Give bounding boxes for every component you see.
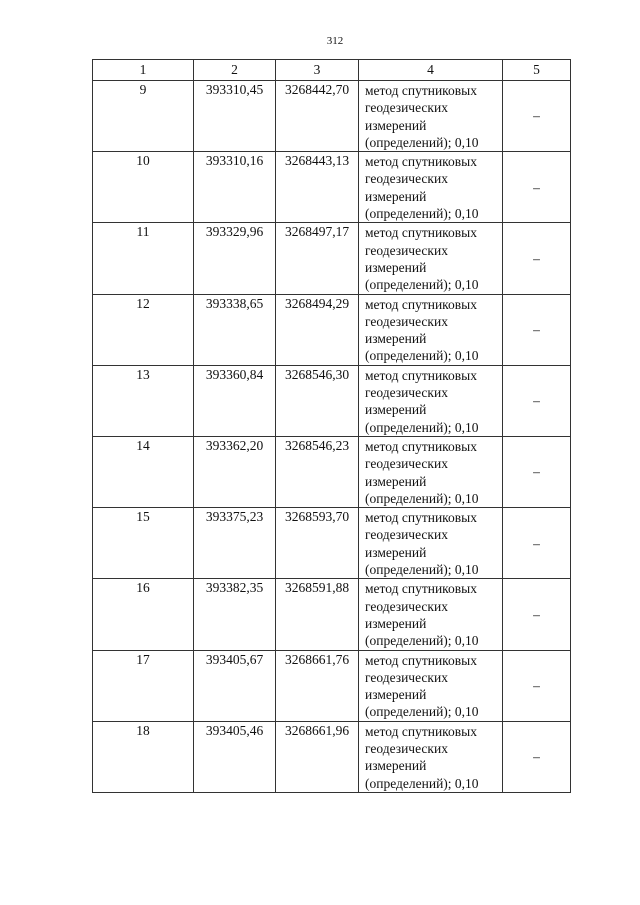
method-line: измерений	[365, 615, 427, 631]
method-line: геодезических	[365, 456, 448, 472]
table-row	[93, 223, 571, 294]
method-line: измерений	[365, 473, 427, 489]
y-coordinate-cell: 3268442,70	[276, 81, 359, 152]
table-row	[93, 436, 571, 507]
x-coordinate-cell: 393310,16	[194, 152, 276, 223]
header-cell: 5	[503, 60, 571, 81]
method-line: измерений	[365, 331, 427, 347]
point-number-cell: 13	[93, 365, 194, 436]
table-row	[93, 152, 571, 223]
method-cell	[359, 152, 503, 223]
method-line: (определений); 0,10	[365, 134, 479, 150]
method-cell	[359, 650, 503, 721]
table-row	[93, 579, 571, 650]
header-cell: 3	[276, 60, 359, 81]
note-cell: –	[503, 579, 571, 650]
method-cell	[359, 223, 503, 294]
point-number-cell: 15	[93, 508, 194, 579]
y-coordinate-cell: 3268661,96	[276, 721, 359, 792]
y-coordinate-cell: 3268497,17	[276, 223, 359, 294]
point-number-cell: 11	[93, 223, 194, 294]
method-cell	[359, 579, 503, 650]
x-coordinate-cell: 393405,67	[194, 650, 276, 721]
method-line: геодезических	[365, 527, 448, 543]
method-line: измерений	[365, 687, 427, 703]
method-line: метод спутниковых	[365, 367, 477, 383]
x-coordinate-cell: 393405,46	[194, 721, 276, 792]
x-coordinate-cell: 393382,35	[194, 579, 276, 650]
point-number-cell: 9	[93, 81, 194, 152]
method-cell	[359, 81, 503, 152]
method-line: геодезических	[365, 171, 448, 187]
x-coordinate-cell: 393375,23	[194, 508, 276, 579]
point-number-cell: 12	[93, 294, 194, 365]
method-cell	[359, 721, 503, 792]
table-row	[93, 721, 571, 792]
table-row	[93, 508, 571, 579]
method-cell	[359, 436, 503, 507]
method-line: измерений	[365, 188, 427, 204]
note-cell: –	[503, 294, 571, 365]
method-line: геодезических	[365, 100, 448, 116]
note-cell: –	[503, 152, 571, 223]
method-line: геодезических	[365, 740, 448, 756]
method-cell	[359, 365, 503, 436]
note-cell: –	[503, 508, 571, 579]
method-line: метод спутниковых	[365, 225, 477, 241]
point-number-cell: 14	[93, 436, 194, 507]
y-coordinate-cell: 3268661,76	[276, 650, 359, 721]
method-line: (определений); 0,10	[365, 704, 479, 720]
method-line: геодезических	[365, 313, 448, 329]
method-line: геодезических	[365, 598, 448, 614]
table-row	[93, 365, 571, 436]
method-line: геодезических	[365, 669, 448, 685]
point-number-cell: 18	[93, 721, 194, 792]
method-line: (определений); 0,10	[365, 562, 479, 578]
x-coordinate-cell: 393329,96	[194, 223, 276, 294]
method-line: метод спутниковых	[365, 154, 477, 170]
method-line: метод спутниковых	[365, 83, 477, 98]
method-line: (определений); 0,10	[365, 419, 479, 435]
method-line: измерений	[365, 402, 427, 418]
y-coordinate-cell: 3268494,29	[276, 294, 359, 365]
method-line: метод спутниковых	[365, 510, 477, 526]
coordinates-table	[92, 59, 571, 793]
method-line: (определений); 0,10	[365, 277, 479, 293]
x-coordinate-cell: 393310,45	[194, 81, 276, 152]
point-number-cell: 10	[93, 152, 194, 223]
x-coordinate-cell: 393338,65	[194, 294, 276, 365]
header-cell: 1	[93, 60, 194, 81]
method-line: измерений	[365, 117, 427, 133]
method-line: измерений	[365, 544, 427, 560]
method-line: метод спутниковых	[365, 652, 477, 668]
header-cell: 2	[194, 60, 276, 81]
method-line: (определений); 0,10	[365, 775, 479, 791]
method-cell	[359, 294, 503, 365]
point-number-cell: 17	[93, 650, 194, 721]
y-coordinate-cell: 3268546,30	[276, 365, 359, 436]
y-coordinate-cell: 3268546,23	[276, 436, 359, 507]
x-coordinate-cell: 393362,20	[194, 436, 276, 507]
y-coordinate-cell: 3268443,13	[276, 152, 359, 223]
method-line: метод спутниковых	[365, 581, 477, 597]
method-line: (определений); 0,10	[365, 633, 479, 649]
note-cell: –	[503, 436, 571, 507]
method-line: геодезических	[365, 385, 448, 401]
method-cell	[359, 508, 503, 579]
table-row	[93, 294, 571, 365]
method-line: (определений); 0,10	[365, 348, 479, 364]
method-line: метод спутниковых	[365, 296, 477, 312]
method-line: измерений	[365, 259, 427, 275]
method-line: измерений	[365, 758, 427, 774]
y-coordinate-cell: 3268591,88	[276, 579, 359, 650]
note-cell: –	[503, 721, 571, 792]
method-line: (определений); 0,10	[365, 206, 479, 222]
table-row	[93, 81, 571, 152]
page-number: 312	[326, 35, 344, 47]
method-line: метод спутниковых	[365, 438, 477, 454]
table-header-row	[93, 60, 571, 81]
table-row	[93, 650, 571, 721]
point-number-cell: 16	[93, 579, 194, 650]
y-coordinate-cell: 3268593,70	[276, 508, 359, 579]
x-coordinate-cell: 393360,84	[194, 365, 276, 436]
note-cell: –	[503, 650, 571, 721]
method-line: метод спутниковых	[365, 723, 477, 739]
note-cell: –	[503, 223, 571, 294]
method-line: геодезических	[365, 242, 448, 258]
method-line: (определений); 0,10	[365, 490, 479, 506]
note-cell: –	[503, 365, 571, 436]
header-cell: 4	[359, 60, 503, 81]
note-cell: –	[503, 81, 571, 152]
